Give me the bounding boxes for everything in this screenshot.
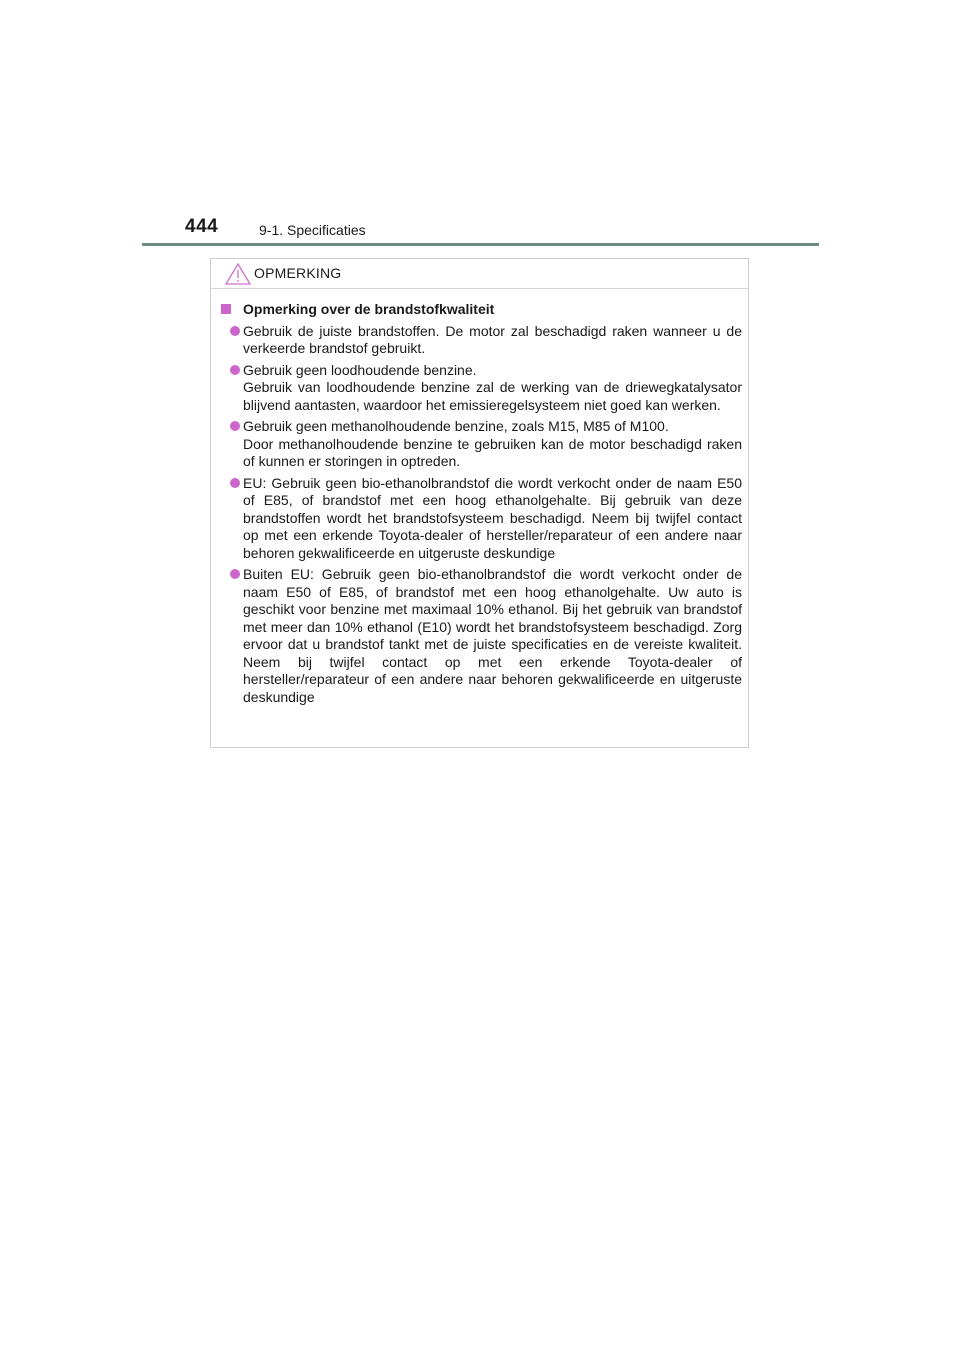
- list-item: [217, 475, 742, 563]
- list-item-text: Door methanolhoudende benzine te gebruiken kan de motor beschadigd raken of kunnen er storingen in optreden.: [243, 435, 742, 469]
- list-item-text: Buiten EU: Gebruik geen bio-ethanolbrandstof die wordt verkocht onder de naam E50 of E85, of brandstof met een hoog ethanolgehalte. Uw auto is geschikt voor benzine met maximaal 10% ethanol. Bij het gebruik van brandstof met meer dan 10% ethanol (E10) wordt het brandstofsysteem beschadigd. Zorg ervoor dat u brandstof tankt met de juiste specificaties en de vereiste kwaliteit. Neem bij twijfel contact op met een erkende Toyota-dealer of hersteller/reparateur of een andere naar behoren gekwalificeerde en uitgeruste deskundige: [243, 566, 742, 705]
- list-item-text: Gebruik geen loodhoudende benzine.: [243, 361, 477, 378]
- list-item-text: Gebruik geen methanolhoudende benzine, zoals M15, M85 of M100.: [243, 418, 669, 434]
- round-bullet-icon: [230, 326, 240, 336]
- note-body: [211, 289, 748, 706]
- list-item: [217, 566, 742, 706]
- list-item: [217, 418, 742, 471]
- warning-triangle-icon: [225, 263, 251, 285]
- list-item-text: EU: Gebruik geen bio-ethanolbrandstof die wordt verkocht onder de naam E50 of E85, of brandstof met een hoog ethanolgehalte. Bij gebruik van deze brandstoffen wordt het brandstofsysteem beschadigd. Neem bij twijfel contact op met een erkende Toyota-dealer of hersteller/reparateur of een andere naar behoren gekwalificeerde en uitgeruste deskundige: [243, 474, 742, 561]
- list-item: [217, 362, 742, 415]
- page-header: [185, 216, 825, 246]
- page-number: 444: [185, 216, 219, 237]
- topic-text: Opmerking over de brandstofkwaliteit: [243, 301, 495, 317]
- topic-heading: [217, 301, 742, 319]
- round-bullet-icon: [230, 365, 240, 375]
- header-rule: [142, 243, 819, 246]
- square-bullet-icon: [221, 304, 231, 314]
- round-bullet-icon: [230, 421, 240, 431]
- round-bullet-icon: [230, 478, 240, 488]
- list-item-text: Gebruik van loodhoudende benzine zal de werking van de driewegkatalysator blijvend aantasten, waardoor het emissieregelsysteem niet goed kan werken.: [243, 379, 742, 413]
- section-title: 9-1. Specificaties: [259, 222, 366, 238]
- note-header: [211, 259, 748, 289]
- note-box: [210, 258, 749, 748]
- round-bullet-icon: [230, 569, 240, 579]
- list-item: [217, 323, 742, 358]
- list-item-text: Gebruik de juiste brandstoffen. De motor zal beschadigd raken wanneer u de verkeerde brandstof gebruikt.: [243, 322, 742, 356]
- note-label: OPMERKING: [254, 265, 342, 281]
